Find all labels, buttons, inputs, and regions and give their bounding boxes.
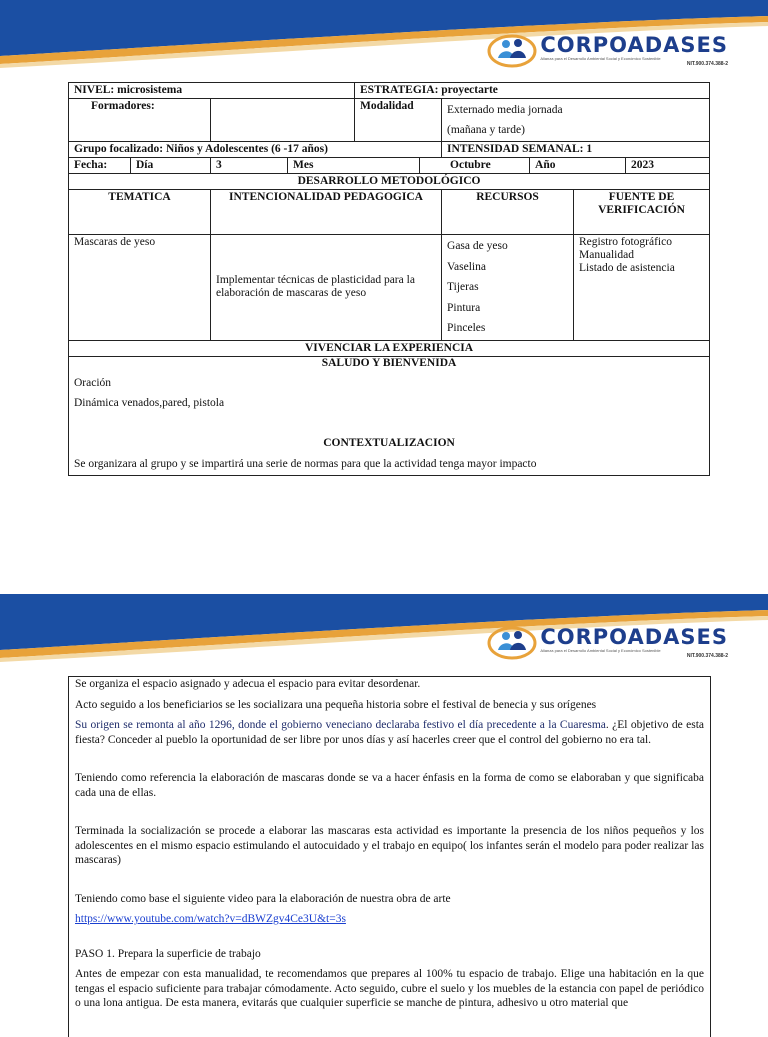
row-formadores	[69, 99, 710, 142]
brand-nit: NIT.900.374.388-2	[686, 652, 728, 659]
brand-tagline: Alianza para el Desarrollo Ambiental Social y Económico Sostenible	[540, 647, 661, 653]
formadores-label: Formadores:	[69, 99, 211, 142]
row-vivenciar	[69, 340, 710, 356]
fuente-header	[574, 190, 710, 235]
nivel-cell: NIVEL: microsistema	[69, 83, 355, 99]
recurso-item: Tijeras	[447, 281, 479, 293]
intensidad-cell: INTENSIDAD SEMANAL: 1	[442, 142, 710, 158]
row-column-headers	[69, 190, 710, 235]
paragraph-paso1: Antes de empezar con esta manualidad, te recomendamos que prepares al 100% tu espacio de trabajo. Elige una habitación en la que tengas el espacio suficiente para trabajar cómodamente. Acto seguido, cubre el suelo y los muebles de la estancia con papel de periódico o una lona antigua. De esta manera, evitarás que cualquier superficie se manche de pintura, adhesivo u otro material que	[75, 968, 704, 1009]
dia-label: Día	[131, 158, 211, 174]
contexto-text: Se organizara al grupo y se impartirá una serie de normas para que la actividad tenga mayor impacto	[74, 457, 537, 470]
mes-label: Mes	[288, 158, 420, 174]
brand-nit: NIT.900.374.388-2	[686, 60, 728, 67]
modalidad-value-1: Externado media jornada	[447, 104, 563, 116]
paragraph-organiza: Se organiza el espacio asignado y adecua el espacio para evitar desordenar.	[75, 678, 421, 690]
row-experience	[69, 356, 710, 475]
brand-logo-page2	[486, 622, 728, 662]
experience-cell	[69, 356, 710, 475]
recurso-item: Vaselina	[447, 260, 486, 273]
paragraph-video: Teniendo como base el siguiente video para la elaboración de nuestra obra de arte	[75, 892, 451, 905]
fecha-label: Fecha:	[69, 158, 131, 174]
row-desarrollo	[69, 174, 710, 190]
brand-name: CORPOADASES	[540, 32, 728, 57]
recurso-item: Gasa de yeso	[447, 240, 508, 252]
ano-value: 2023	[626, 158, 710, 174]
logo-people-icon	[486, 30, 538, 70]
row-nivel	[69, 83, 710, 99]
mes-value: Octubre	[420, 158, 530, 174]
fuente-item: Listado de asistencia	[579, 262, 675, 274]
dia-value: 3	[211, 158, 288, 174]
estrategia-cell: ESTRATEGIA: proyectarte	[355, 83, 710, 99]
fuente-list	[574, 235, 710, 341]
saludo-heading: SALUDO Y BIENVENIDA	[321, 356, 457, 369]
modalidad-value	[442, 99, 710, 142]
vivenciar-heading: VIVENCIAR LA EXPERIENCIA	[69, 340, 710, 356]
planning-form	[68, 82, 710, 476]
formadores-value	[211, 99, 355, 142]
brand-tagline: Alianza para el Desarrollo Ambiental Social y Económico Sostenible	[540, 55, 661, 61]
paragraph-origen	[69, 718, 710, 747]
desarrollo-heading: DESARROLLO METODOLÓGICO	[69, 174, 710, 190]
recursos-header: RECURSOS	[442, 190, 574, 235]
intencionalidad-value: Implementar técnicas de plasticidad para la elaboración de mascaras de yeso	[211, 235, 442, 341]
paso1-heading: PASO 1. Prepara la superficie de trabajo	[75, 947, 261, 960]
row-grupo	[69, 142, 710, 158]
ano-label: Año	[530, 158, 626, 174]
tematica-header: TEMATICA	[69, 190, 211, 235]
paragraph-terminada: Terminada la socialización se procede a elaborar las mascaras esta actividad es importante la presencia de los niños pequeños y los adolescentes en el mismo espacio estimulando el autocuidado y el trabajo en equipo( los infantes serán el modelo para poder realizar las mascaras)	[75, 825, 704, 866]
row-content	[69, 235, 710, 341]
intencionalidad-header: INTENCIONALIDAD PEDAGOGICA	[211, 190, 442, 235]
recursos-list	[442, 235, 574, 341]
video-link-text[interactable]: https://www.youtube.com/watch?v=dBWZgv4Ce3U&t=3s	[75, 913, 346, 925]
fuente-item: Registro fotográfico	[579, 236, 672, 248]
page2-body	[68, 676, 711, 1037]
origin-rest: . ¿El objetivo de esta fiesta? Conceder al pueblo la oportunidad de ser libre por unos días y así hacerles creer que el control del gobierno no era tal.	[75, 719, 704, 746]
tematica-value: Mascaras de yeso	[69, 235, 211, 341]
modalidad-label: Modalidad	[355, 99, 442, 142]
video-link[interactable]	[69, 912, 710, 927]
recurso-item: Pintura	[447, 301, 481, 314]
paragraph-socializa: Acto seguido a los beneficiarios se les socializara una pequeña historia sobre el festival de benecia y sus orígenes	[75, 698, 597, 711]
oracion-text: Oración	[74, 376, 112, 389]
fuente-item: Manualidad	[579, 249, 634, 261]
brand-logo	[486, 30, 728, 70]
logo-people-icon	[486, 622, 538, 662]
fuente-header-2: VERIFICACIÓN	[598, 204, 685, 216]
modalidad-value-2: (mañana y tarde)	[447, 124, 525, 136]
brand-name: CORPOADASES	[540, 624, 728, 649]
dinamica-text: Dinámica venados,pared, pistola	[74, 396, 225, 409]
row-fecha	[69, 158, 710, 174]
grupo-cell: Grupo focalizado: Niños y Adolescentes (6 -17 años)	[69, 142, 442, 158]
contextualizacion-heading: CONTEXTUALIZACION	[323, 436, 455, 449]
recurso-item: Pinceles	[447, 322, 486, 334]
fuente-header-1: FUENTE DE	[608, 191, 675, 203]
paragraph-referencia: Teniendo como referencia la elaboración de mascaras donde se va a hacer énfasis en la forma de como se elaboraban y que significaba cada una de ellas.	[75, 772, 704, 799]
origin-highlight: Su origen se remonta al año 1296, donde el gobierno veneciano declaraba festivo el día precedente a la Cuaresma	[75, 719, 606, 731]
